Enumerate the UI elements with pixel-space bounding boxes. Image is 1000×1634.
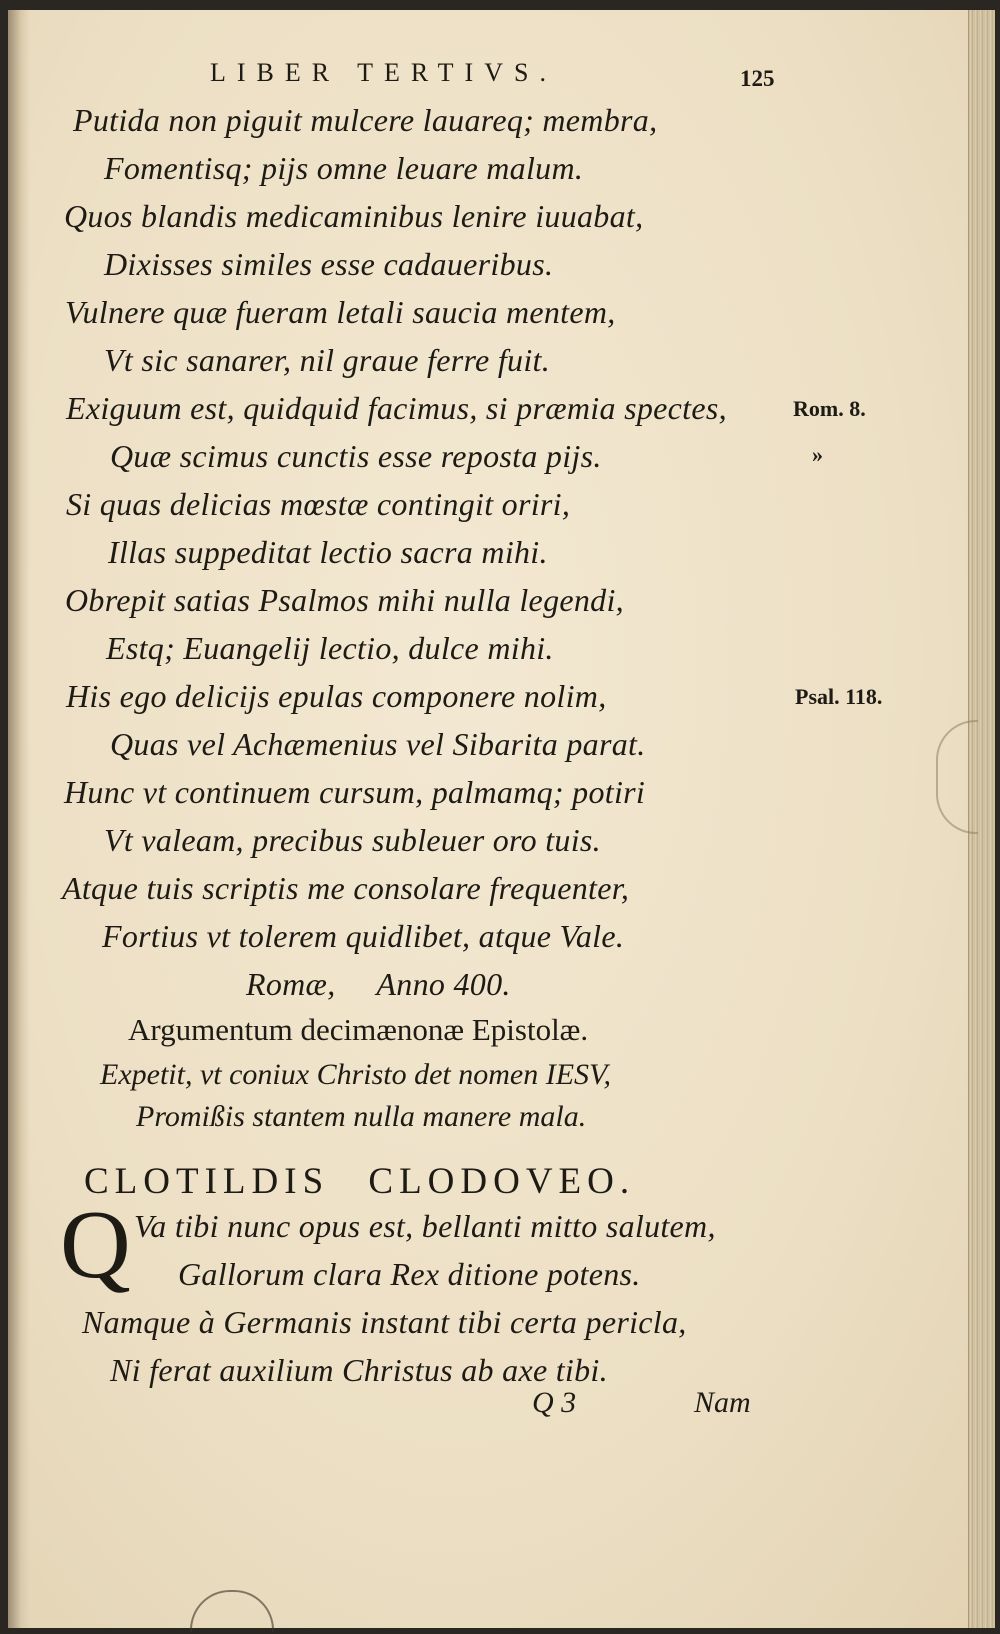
verse-line: Hunc vt continuem cursum, palmamq; potiri	[64, 774, 646, 810]
argument-line: Expetit, vt coniux Christo det nomen IESV,	[100, 1058, 612, 1091]
verse-line: Fomentisq; pijs omne leuare malum.	[104, 150, 584, 186]
verse-line: Putida non piguit mulcere lauareq; membra,	[73, 102, 658, 138]
signature-mark: Q 3	[532, 1386, 577, 1419]
binding-gutter	[8, 10, 30, 1628]
letter-line: Gallorum clara Rex ditione potens.	[178, 1256, 641, 1292]
page-number: 125	[740, 66, 775, 91]
running-title: LIBER TERTIVS.	[210, 58, 557, 87]
page-clip-mark	[936, 720, 978, 834]
verse-line: Obrepit satias Psalmos mihi nulla legendi,	[65, 582, 624, 618]
letter-title: CLOTILDIS CLODOVEO.	[84, 1161, 636, 1202]
verse-line: Dixisses similes esse cadaueribus.	[104, 246, 554, 282]
letter-line: Va tibi nunc opus est, bellanti mitto salutem,	[134, 1208, 716, 1244]
verse-line: Illas suppeditat lectio sacra mihi.	[108, 534, 548, 570]
letter-line: Ni ferat auxilium Christus ab axe tibi.	[110, 1352, 608, 1388]
margin-note-quote: »	[812, 442, 823, 467]
verse-line: Vulnere quæ fueram letali saucia mentem,	[65, 294, 616, 330]
verse-line: His ego delicijs epulas componere nolim,	[66, 678, 607, 714]
argument-line: Promißis stantem nulla manere mala.	[136, 1100, 587, 1133]
margin-note-psal: Psal. 118.	[795, 684, 883, 709]
verse-line: Exiguum est, quidquid facimus, si præmia spectes,	[66, 390, 727, 426]
dateline: Romæ, Anno 400.	[246, 966, 511, 1002]
verse-line: Quæ scimus cunctis esse reposta pijs.	[110, 438, 602, 474]
letter-line: Namque à Germanis instant tibi certa pericla,	[82, 1304, 687, 1340]
argument-heading: Argumentum decimænonæ Epistolæ.	[128, 1012, 589, 1047]
verse-line: Vt valeam, precibus subleuer oro tuis.	[104, 822, 601, 858]
verse-line: Quas vel Achæmenius vel Sibarita parat.	[110, 726, 646, 762]
verse-line: Fortius vt tolerem quidlibet, atque Vale.	[102, 918, 625, 954]
verse-line: Vt sic sanarer, nil graue ferre fuit.	[104, 342, 551, 378]
verse-line: Quos blandis medicaminibus lenire iuuabat,	[64, 198, 644, 234]
catchword: Nam	[694, 1386, 751, 1419]
verse-line: Atque tuis scriptis me consolare frequenter,	[62, 870, 630, 906]
drop-capital: Q	[60, 1191, 131, 1299]
verse-line: Estq; Euangelij lectio, dulce mihi.	[106, 630, 554, 666]
margin-note-rom: Rom. 8.	[793, 396, 866, 421]
verse-line: Si quas delicias mœstæ contingit oriri,	[66, 486, 571, 522]
